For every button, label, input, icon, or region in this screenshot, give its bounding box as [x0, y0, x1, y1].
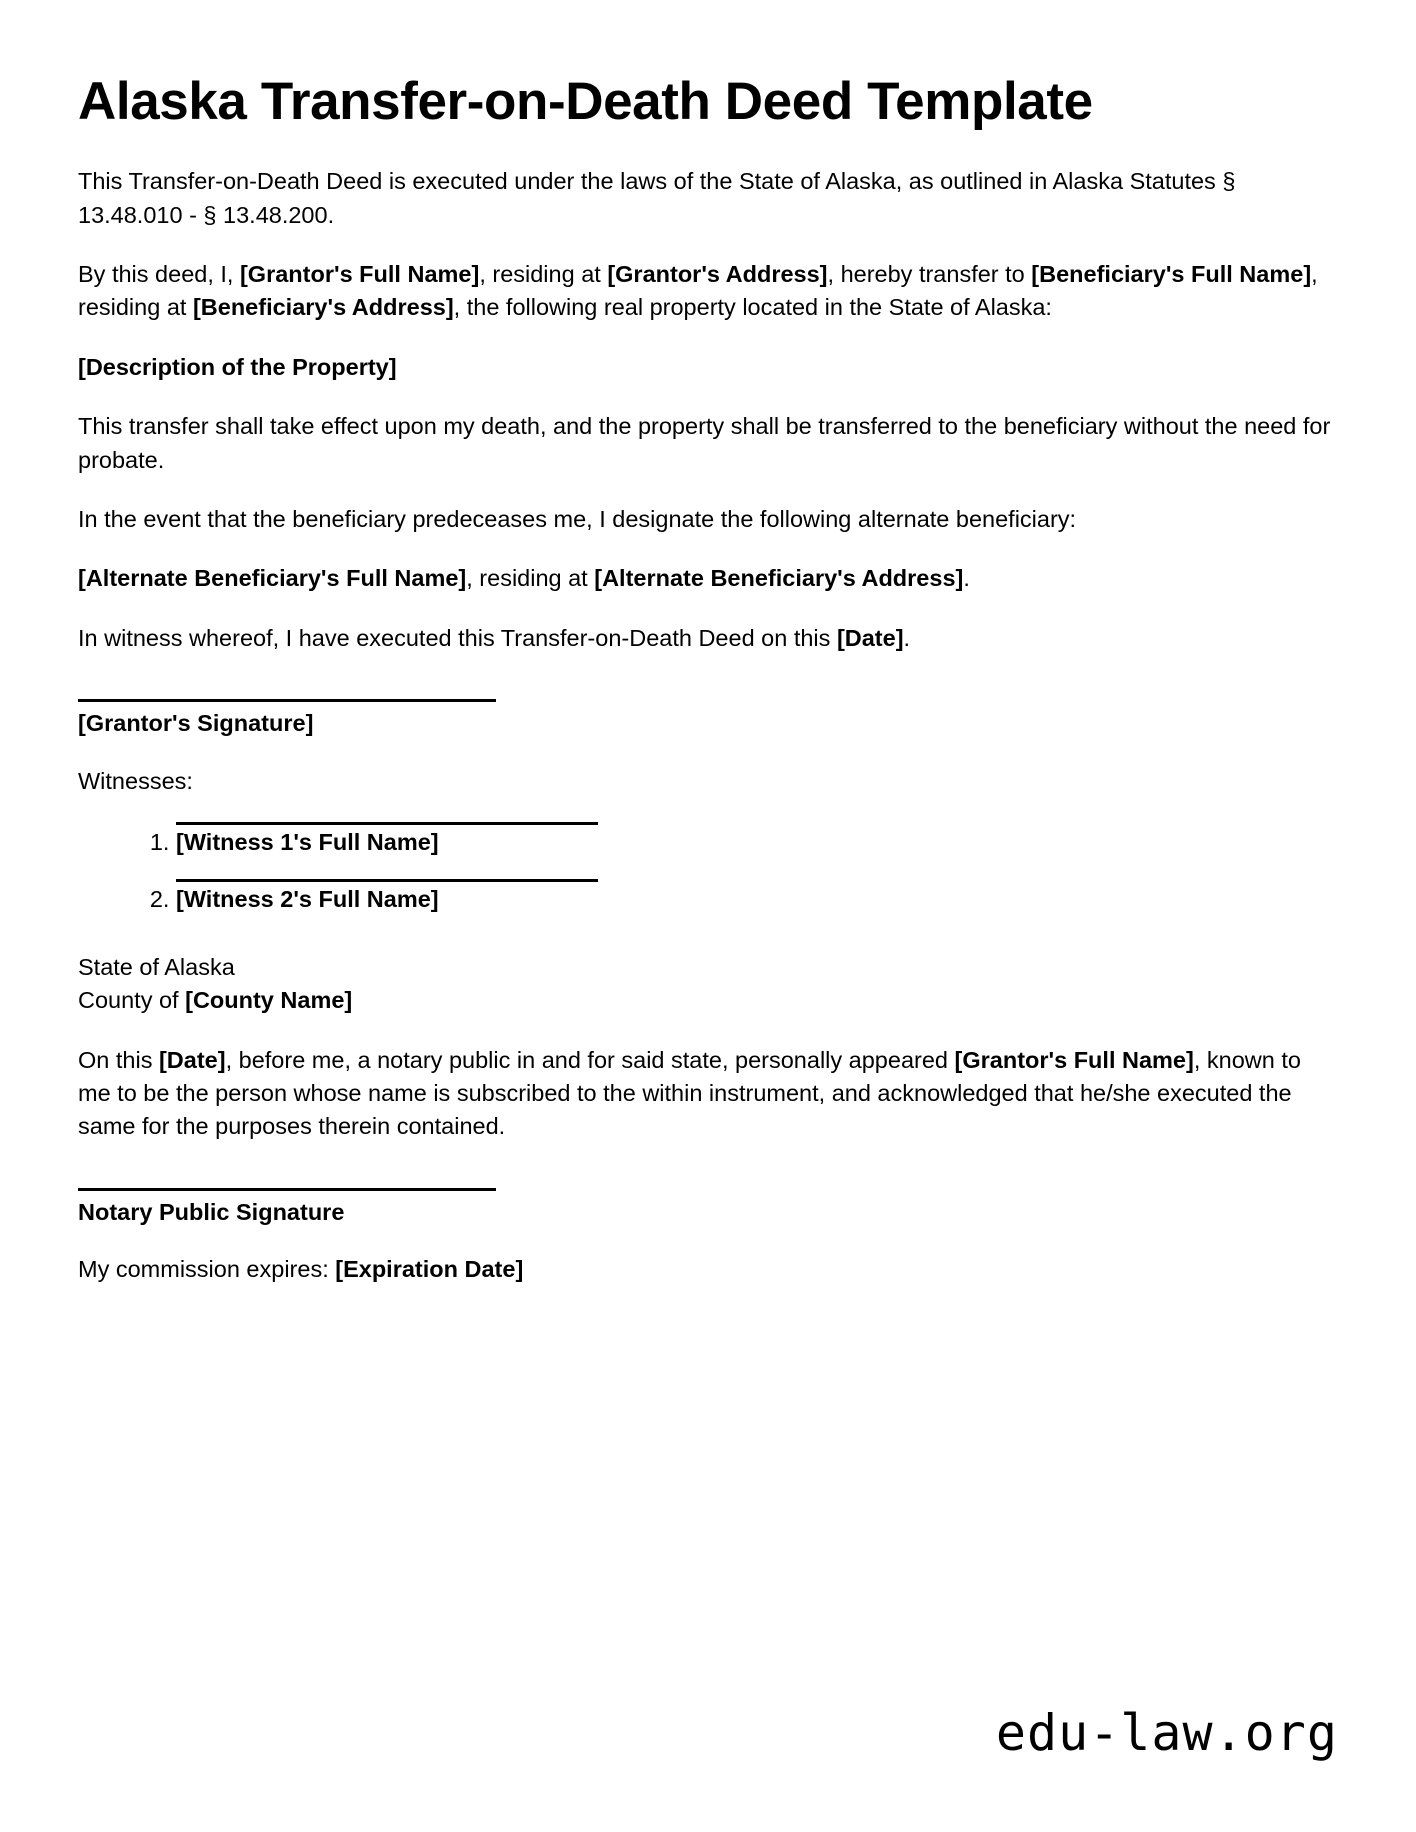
acknowledgment-text-3: , known to me to be the person whose name is subscribed to the within instrument, and acknowledged that he/she executed the same for the purposes therein contained. — [78, 1046, 1301, 1140]
witness-list — [78, 822, 1338, 921]
acknowledgment-text-1: On this — [78, 1046, 159, 1073]
witness-1-signature-line[interactable] — [176, 822, 598, 825]
property-description-paragraph — [78, 351, 1338, 384]
alternate-intro-paragraph — [78, 503, 1338, 536]
county-name-placeholder: [County Name] — [185, 987, 353, 1014]
commission-expiration-paragraph — [78, 1253, 1338, 1286]
grantor-address-placeholder: [Grantor's Address] — [607, 261, 828, 288]
grantor-signature-line[interactable] — [78, 699, 496, 702]
list-item — [176, 822, 1338, 864]
granting-text-1: By this deed, I, — [78, 261, 240, 288]
grantor-name-placeholder: [Grantor's Full Name] — [239, 261, 480, 288]
execution-date-placeholder: [Date] — [836, 624, 904, 651]
execution-clause-paragraph — [78, 622, 1338, 655]
notary-signature-label: Notary Public Signature — [78, 1198, 345, 1225]
list-item — [176, 879, 1338, 921]
intro-paragraph — [78, 165, 1338, 232]
grantor-signature-block — [78, 699, 1338, 739]
acknowledgment-grantor-placeholder: [Grantor's Full Name] — [954, 1046, 1194, 1073]
granting-text-4: , residing at — [78, 261, 1318, 321]
grantor-signature-label: [Grantor's Signature] — [78, 709, 314, 736]
witnesses-heading: Witnesses: — [78, 767, 193, 794]
execution-text-1: In witness whereof, I have executed this Transfer-on-Death Deed on this — [78, 624, 837, 651]
footer-watermark: edu-law.org — [995, 1704, 1338, 1762]
alternate-intro-text: In the event that the beneficiary predeceases me, I designate the following alternate beneficiary: — [78, 505, 1077, 532]
beneficiary-name-placeholder: [Beneficiary's Full Name] — [1031, 261, 1312, 288]
page-title: Alaska Transfer-on-Death Deed Template — [78, 72, 1093, 131]
execution-text-2: . — [903, 624, 911, 651]
witness-1-name-placeholder: 1. [Witness 1's Full Name] — [176, 828, 439, 855]
granting-text-2: , residing at — [479, 261, 608, 288]
notary-signature-block — [78, 1188, 1338, 1228]
alternate-text-between: , residing at — [466, 565, 595, 592]
commission-label: My commission expires: — [78, 1256, 336, 1283]
granting-clause-paragraph — [78, 258, 1338, 325]
acknowledgment-date-placeholder: [Date] — [158, 1046, 226, 1073]
effect-clause-paragraph — [78, 410, 1338, 477]
witness-2-name-placeholder: 2. [Witness 2's Full Name] — [176, 886, 439, 913]
property-description-placeholder: [Description of the Property] — [78, 353, 397, 380]
venue-block — [78, 951, 1338, 1018]
alternate-address-placeholder: [Alternate Beneficiary's Address] — [594, 565, 964, 592]
venue-county-label: County of — [78, 987, 186, 1014]
venue-state-line: State of Alaska — [78, 953, 235, 980]
intro-text: This Transfer-on-Death Deed is executed under the laws of the State of Alaska, as outlined in Alaska Statutes § 13.48.010 - § 13.48.200. — [78, 168, 1236, 228]
alternate-name-placeholder: [Alternate Beneficiary's Full Name] — [78, 565, 467, 592]
notary-signature-line[interactable] — [78, 1188, 496, 1191]
witness-2-signature-line[interactable] — [176, 879, 598, 882]
acknowledgment-paragraph — [78, 1044, 1338, 1144]
granting-text-5: , the following real property located in the State of Alaska: — [453, 294, 1052, 321]
beneficiary-address-placeholder: [Beneficiary's Address] — [192, 294, 454, 321]
alternate-text-end: . — [963, 565, 970, 592]
alternate-beneficiary-paragraph — [78, 562, 1338, 595]
effect-clause-text: This transfer shall take effect upon my death, and the property shall be transferred to the beneficiary without the need for probate. — [78, 413, 1331, 473]
granting-text-3: , hereby transfer to — [827, 261, 1032, 288]
expiration-date-placeholder: [Expiration Date] — [335, 1256, 524, 1283]
acknowledgment-text-2: , before me, a notary public in and for said state, personally appeared — [225, 1046, 955, 1073]
